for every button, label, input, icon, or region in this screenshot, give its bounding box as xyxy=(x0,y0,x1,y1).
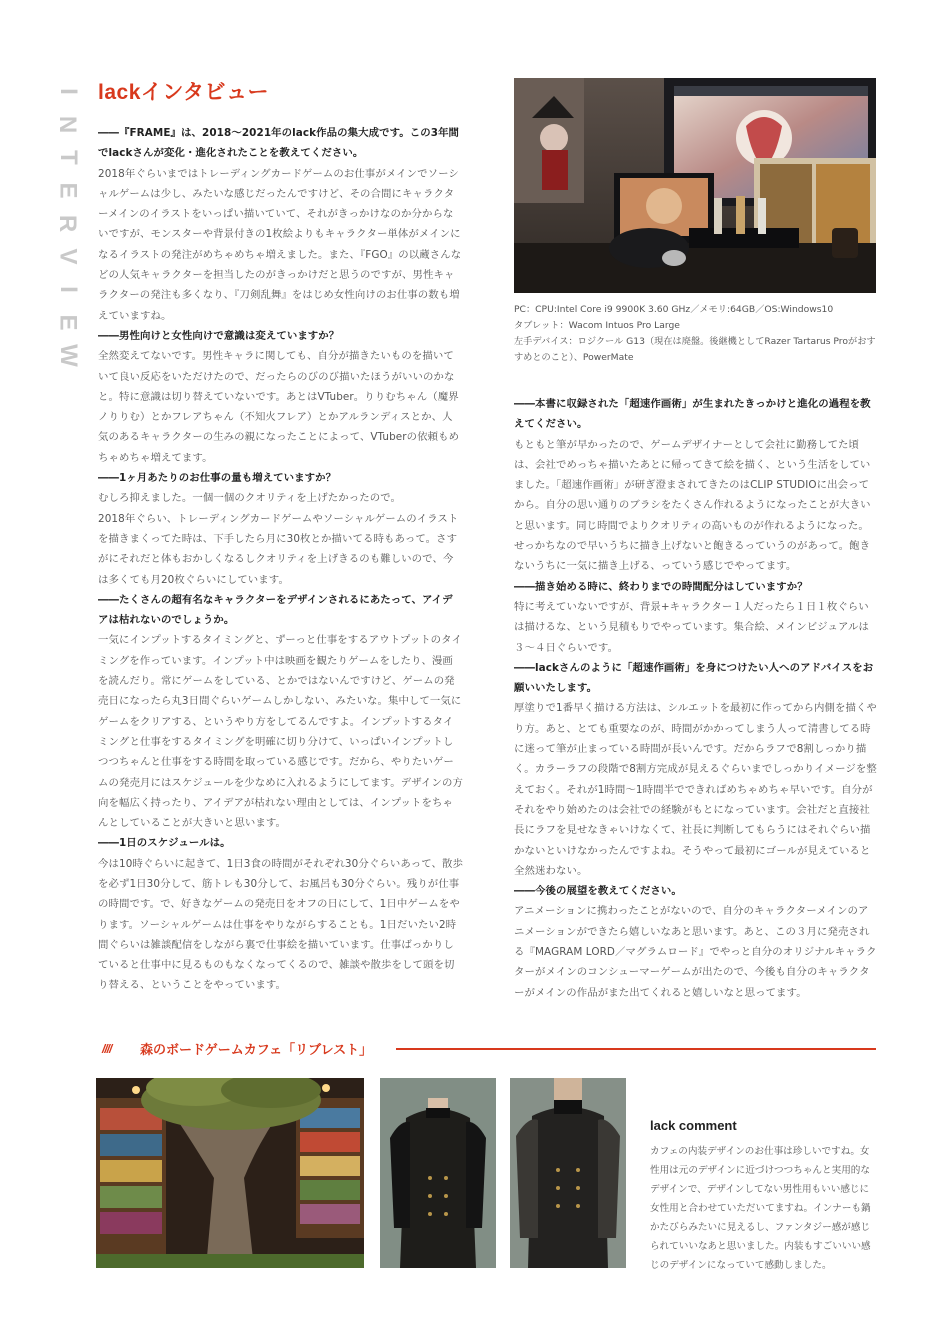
question: ――今後の展望を教えてください。 xyxy=(514,885,682,898)
uniform-photo-female xyxy=(380,1078,496,1268)
answer: 2018年ぐらいまではトレーディングカードゲームのお仕事がメインでソーシャルゲームは少し、みたいな感じだったんですけど、その合間にキャラクターメインのイラストをいっぱい描いていて、それがきっかけなのか分からないですが、モンスターや背景付きの1枚絵よりもキャラクター単体がメインになるイラストの発注がめちゃめちゃ増えました。また、『FGO』の以蔵さんなどの人気キャラクターを担当したのがきっかけだと思うのですが、男性キャラクターの発注も多くなり、『刀剣乱舞』をはじめ女性向けのお仕事の数も増えていますね。 xyxy=(98,167,462,322)
section-slashes: //// xyxy=(102,1042,112,1056)
interview-right-column xyxy=(514,394,878,1003)
section-title: 森のボードゲームカフェ「リブレスト」 xyxy=(140,1043,373,1058)
answer: 特に考えていないですが、背景+キャラクター１人だったら１日１枚ぐらいは描けるな、という見積もりでやっています。集合絵、メインビジュアルは３〜４日ぐらいです。 xyxy=(514,600,870,654)
question: ――男性向けと女性向けで意識は変えていますか？ xyxy=(98,329,340,342)
question: ――本書に収録された「超速作画術」が生まれたきっかけと進化の過程を教えてください。 xyxy=(514,398,871,431)
vertical-letter: I xyxy=(54,286,82,293)
answer: 2018年ぐらい、トレーディングカードゲームやソーシャルゲームのイラストを描きまくってた時は、下手したら月に30枚とか描いてる時もあって。さすがにそれだと体もおかしくなるしクオリティを上げきるのも難しいので、今は多くても月20枚ぐらいにしています。 xyxy=(98,512,459,586)
comment-body: カフェの内装デザインのお仕事は珍しいですね。女性用は元のデザインに近づけつつちゃんと実用的なデザインで、デザインしてない男性用もいい感じに女性用と合わせていただいてますね。インナーも鍋かたびらみたいに見えるし、ファンタジー感が感じられていいなあと思いました。内装もすごいいい感じのデザインになっていて感動しました。 xyxy=(650,1146,871,1271)
section-divider xyxy=(396,1048,876,1050)
question: ――1ヶ月あたりのお仕事の量も増えていますか？ xyxy=(98,472,337,485)
section-heading xyxy=(98,1038,876,1060)
answer: 全然変えてないです。男性キャラに関しても、自分が描きたいものを描いていて良い反応をいただけたので、だったらのびのび描いたほうがいいのかなと。特に意識は切り替えていないです。あとはVTuber。りりむちゃん（魔界ノりりむ）とかフレアちゃん（不知火フレア）とかアルランディスとか、人気のあるキャラクターの生みの親になったことによって、VTuberの依頼もめちゃめちゃ増えてます。 xyxy=(98,350,460,464)
workspace-photo xyxy=(514,78,876,293)
vertical-letter: E xyxy=(54,182,82,199)
answer: 今は10時ぐらいに起きて、1日3食の時間がそれぞれ30分ぐらいあって、散歩を必ず1日30分して、筋トレも30分して、お風呂も30分ぐらい。残りが仕事の時間です。で、好きなゲームの発売日をオフの日にして、1日中ゲームをやります。ソーシャルゲームは仕事をやりながらすることも。1日だいたい2時間ぐらいは雑談配信をしながら裏で仕事絵を描いています。仕事ばっかりしていると仕事中に見るものもなくなってくるので、雑談や散歩をして頭を切り替える、ということをやっています。 xyxy=(98,857,463,992)
answer: アニメーションに携わったことがないので、自分のキャラクターメインのアニメーションができたら嬉しいなあと思います。あと、この３月に発売される『MAGRAM LORD／マグラムロード』でやっと自分のオリジナルキャラクターがメインのコンシューマーゲームが出たので、今後も自分のキャラクターがメインの作品がまた出てくれると嬉しいなと思ってます。 xyxy=(514,905,877,999)
answer: むしろ抑えました。一個一個のクオリティを上げたかったので。 xyxy=(98,492,401,505)
question: ――『FRAME』は、2018〜2021年のlack作品の集大成です。この3年間でlackさんが変化・進化されたことを教えてください。 xyxy=(98,127,460,160)
vertical-letter: W xyxy=(54,344,82,367)
interview-left-column xyxy=(98,123,463,996)
comment-title: lack comment xyxy=(650,1118,737,1133)
question: ――たくさんの超有名なキャラクターをデザインされるにあたって、アイデアは枯れないのでしょうか。 xyxy=(98,593,453,627)
caption-line: PC：CPU:Intel Core i9 9900K 3.60 GHz／メモリ:64GB／OS:Windows10 xyxy=(514,304,834,315)
uniform-photo-male xyxy=(510,1078,626,1268)
caption-line: タブレット：Wacom Intuos Pro Large xyxy=(514,320,680,331)
page-title: lackインタビュー xyxy=(98,81,270,104)
vertical-interview-heading xyxy=(54,78,82,369)
question: ――1日のスケジュールは。 xyxy=(98,837,231,850)
workspace-photo-caption xyxy=(514,302,878,366)
vertical-letter: R xyxy=(54,214,82,233)
vertical-letter: T xyxy=(54,150,82,165)
cafe-interior-photo xyxy=(96,1078,364,1268)
answer: 一気にインプットするタイミングと、ずーっと仕事をするアウトプットのタイミングを作っています。インプット中は映画を観たりゲームをしたり、漫画を読んだり。常にゲームをしている、とかではないんですけど、ゲームの発売日になったら丸3日間ぐらいゲームしかしない、みたいな。集中して一気にゲームをクリアする、というやり方をしてるんですよ。インプットするタイミングと仕事をするタイミングを明確に切り分けて、いっぱいインプットしつつちゃんと仕事をする時間を取っている感じです。だから、やりたいゲームの発売月にはスケジュールを少なめに入れるようにしてます。デザインの方向を幅広く持ったり、アイデアが枯れない理由としては、インプットをちゃんとしていることが大きいと思います。 xyxy=(98,634,463,830)
vertical-letter: V xyxy=(54,248,82,265)
answer: 厚塗りで1番早く描ける方法は、シルエットを最初に作ってから内側を描くやり方。あと、とても重要なのが、時間がかかってしまう人って清書してる時に迷って筆が止まっている時間が長いんです。だからラフで8割しっかり描く。カラーラフの段階で8割方完成が見えるぐらいまでしっかりイメージを整えておく。それが1時間〜1時間半でできればめちゃめちゃ早いです。自分がそれをやり始めたのは会社での経験がもとになっています。会社だと直接社長にラフを見せなきゃいけなくて、社長に判断してもらうにはそれぐらい描かないといけなかったんですよね。そうやって最初にゴールが見えていると全然迷わない。 xyxy=(514,702,877,877)
caption-line: 左手デバイス：ロジクール G13（現在は廃盤。後継機としてRazer Tartarus Proがおすすめとのこと）、PowerMate xyxy=(514,336,876,363)
vertical-letter: E xyxy=(54,314,82,331)
question: ――描き始める時に、終わりまでの時間配分はしていますか？ xyxy=(514,580,808,593)
vertical-letter: I xyxy=(54,88,82,95)
question: ――lackさんのように「超速作画術」を身につけたい人へのアドバイスをお願いいたします。 xyxy=(514,661,874,695)
answer: もともと筆が早かったので、ゲームデザイナーとして会社に勤務してた頃は、会社でめっちゃ描いたあとに帰ってきて絵を描く、という生活をしていました。「超速作画術」が研ぎ澄まされてきたのはCLIP STUDIOに出会ってから。自分の思い通りのブラシをたくさん作れるようになったことが大きいと思います。同じ時間でよりクオリティの高いものが作れるようになった。せっかちなので早いうちに描き上げないと飽きるっていうのがあって。飽きないうちに一気に描き上げる、っていう感じでやってます。 xyxy=(514,438,871,573)
vertical-letter: N xyxy=(54,115,82,134)
